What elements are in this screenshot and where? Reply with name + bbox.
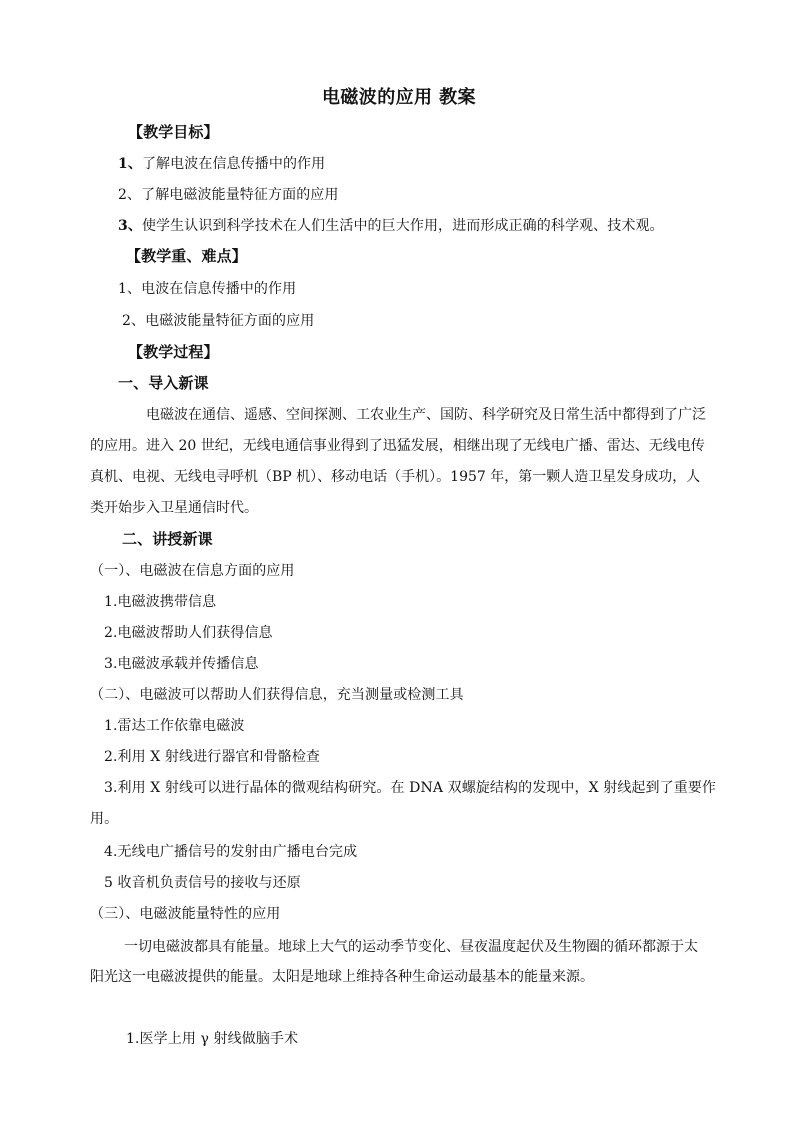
list-item: 5 收音机负责信号的接收与还原 [104, 875, 301, 891]
paragraph-line: 的应用。进入 20 世纪，无线电通信事业得到了迅猛发展，相继出现了无线电广播、雷达、无线电传 [90, 438, 705, 454]
list-item-continuation: 用。 [90, 811, 119, 827]
list-item: 2.电磁波帮助人们获得信息 [104, 625, 273, 641]
objective-number: 3、 [118, 218, 142, 234]
section-title: （一）、电磁波在信息方面的应用 [90, 563, 295, 579]
paragraph-line: 一切电磁波都具有能量。地球上大气的运动季节变化、昼夜温度起伏及生物圈的循环都源于太 [124, 939, 698, 955]
section-title: （三）、电磁波能量特性的应用 [90, 906, 281, 922]
list-item: 1.雷达工作依靠电磁波 [104, 718, 245, 734]
objective-number: 1、 [118, 156, 142, 172]
list-item: 1.电磁波携带信息 [104, 594, 217, 610]
list-item: 2.利用 X 射线进行器官和骨骼检查 [104, 749, 321, 765]
objective-number: 2、 [118, 187, 142, 203]
paragraph-line: 类开始步入卫星通信时代。 [90, 500, 258, 516]
list-item: 3.利用 X 射线可以进行晶体的微观结构研究。在 DNA 双螺旋结构的发现中，X 射线起到了重要作 [104, 780, 717, 796]
list-item: 3.电磁波承载并传播信息 [104, 656, 259, 672]
key-point-item: 1、电波在信息传播中的作用 [118, 281, 297, 297]
objective-text: 了解电磁波能量特征方面的应用 [141, 187, 339, 203]
list-item: 1.医学上用 γ 射线做脑手术 [126, 1031, 299, 1047]
objective-item [118, 216, 664, 236]
part1-heading: 一、导入新课 [118, 374, 209, 392]
objective-item [118, 185, 339, 205]
key-points-heading: 【教学重、难点】 [126, 247, 247, 265]
paragraph-line: 阳光这一电磁波提供的能量。太阳是地球上维持各种生命运动最基本的能量来源。 [90, 969, 594, 985]
objectives-heading: 【教学目标】 [128, 123, 219, 141]
objective-item [118, 154, 325, 174]
objective-text: 使学生认识到科学技术在人们生活中的巨大作用，进而形成正确的科学观、技术观。 [141, 218, 664, 234]
paragraph-line: 真机、电视、无线电寻呼机（BP 机）、移动电话（手机）。1957 年，第一颗人造卫星发身成功，人 [90, 469, 701, 485]
process-heading: 【教学过程】 [128, 343, 219, 361]
paragraph-line: 电磁波在通信、遥感、空间探测、工农业生产、国防、科学研究及日常生活中都得到了广泛 [146, 407, 706, 423]
objective-text: 了解电波在信息传播中的作用 [141, 156, 326, 172]
list-item: 4.无线电广播信号的发射由广播电台完成 [104, 844, 358, 860]
section-title: （二）、电磁波可以帮助人们获得信息，充当测量或检测工具 [90, 687, 464, 703]
key-point-item: 2、电磁波能量特征方面的应用 [122, 313, 315, 329]
document-title: 电磁波的应用 教案 [322, 87, 476, 108]
part2-heading: 二、讲授新课 [122, 530, 213, 548]
